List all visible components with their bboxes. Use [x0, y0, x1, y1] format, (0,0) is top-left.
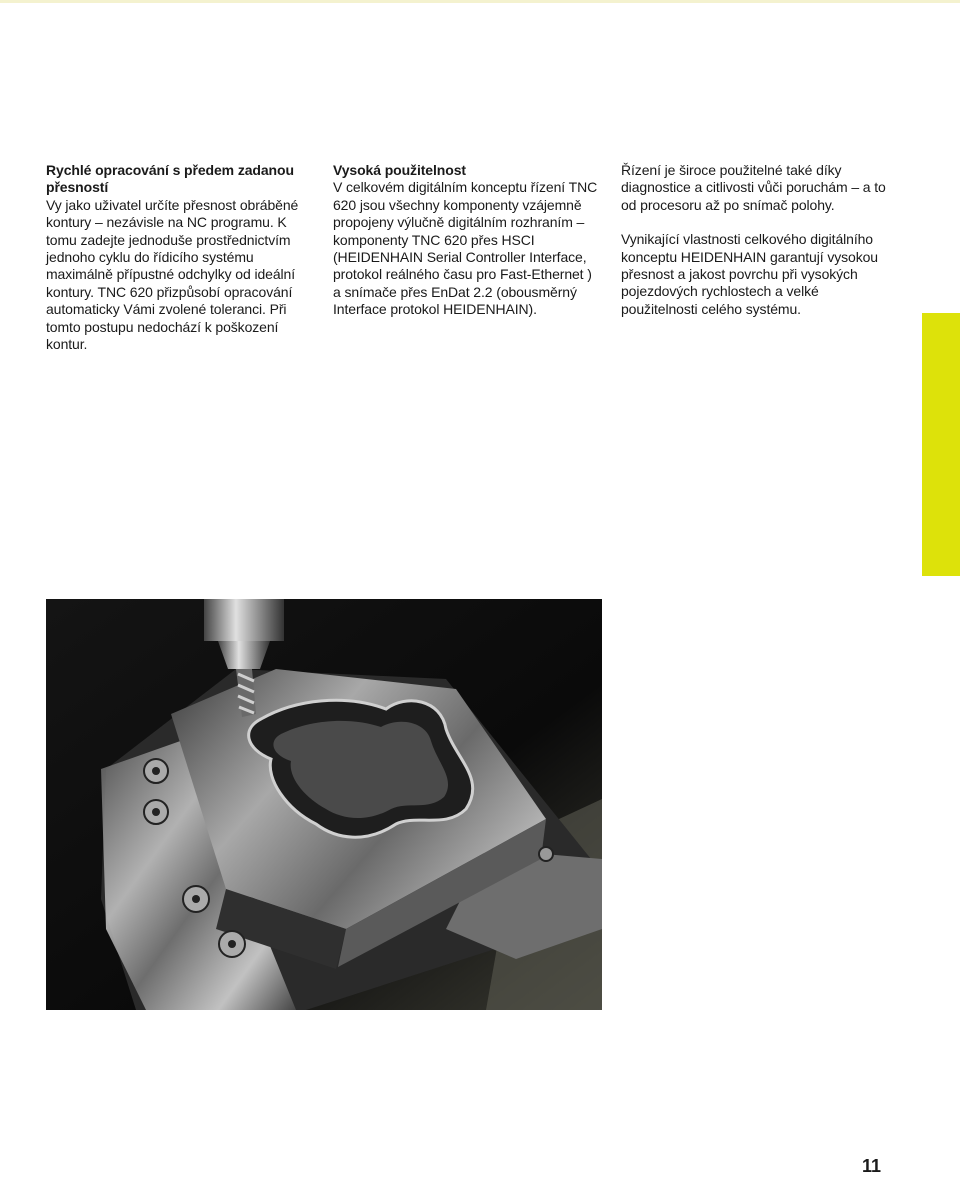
top-strip — [0, 0, 960, 3]
paragraph-diagnostics: Řízení je široce použitelné také díky diagnostice a citlivosti vůči poruchám – a to od procesoru až po snímač polohy. — [621, 162, 886, 213]
column-fast-machining — [46, 162, 308, 370]
heading-fast-machining: Rychlé opracování s předem zadanou přesností — [46, 162, 294, 196]
column-diagnostics — [621, 162, 896, 335]
accent-bar — [922, 313, 960, 576]
paragraph-digital-concept: Vynikající vlastnosti celkového digitálního konceptu HEIDENHAIN garantují vysokou přesnost a jakost povrchu při vysokých pojezdových rychlostech a velké použitelnosti celého systému. — [621, 231, 878, 317]
column-usability — [333, 162, 603, 336]
milling-machine-photo — [46, 599, 602, 1010]
page-number: 11 — [862, 1156, 882, 1176]
paragraph-fast-machining: Vy jako uživatel určíte přesnost obráběné kontury – nezávisle na NC programu. K tomu zadejte jednoduše prostřednictvím jednoho cyklu do řídicího systému maximálně přípustné odchylky od ideální kontury. TNC 620 přizpůsobí opracování automaticky Vámi zvolené toleranci. Při tomto postupu nedochází k poškození kontur. — [46, 196, 299, 353]
milling-photo-illustration — [46, 599, 602, 1010]
heading-usability: Vysoká použitelnost — [333, 162, 466, 178]
paragraph-usability: V celkovém digitálním konceptu řízení TNC 620 jsou všechny komponenty vzájemně propojeny výlučně digitálním rozhraním – komponenty TNC 620 přes HSCI (HEIDENHAIN Serial Controller Interface, protokol reálného času pro Fast-Ethernet ) a snímače přes EnDat 2.2 (obousměrný Interface protokol HEIDENHAIN). — [333, 179, 598, 318]
